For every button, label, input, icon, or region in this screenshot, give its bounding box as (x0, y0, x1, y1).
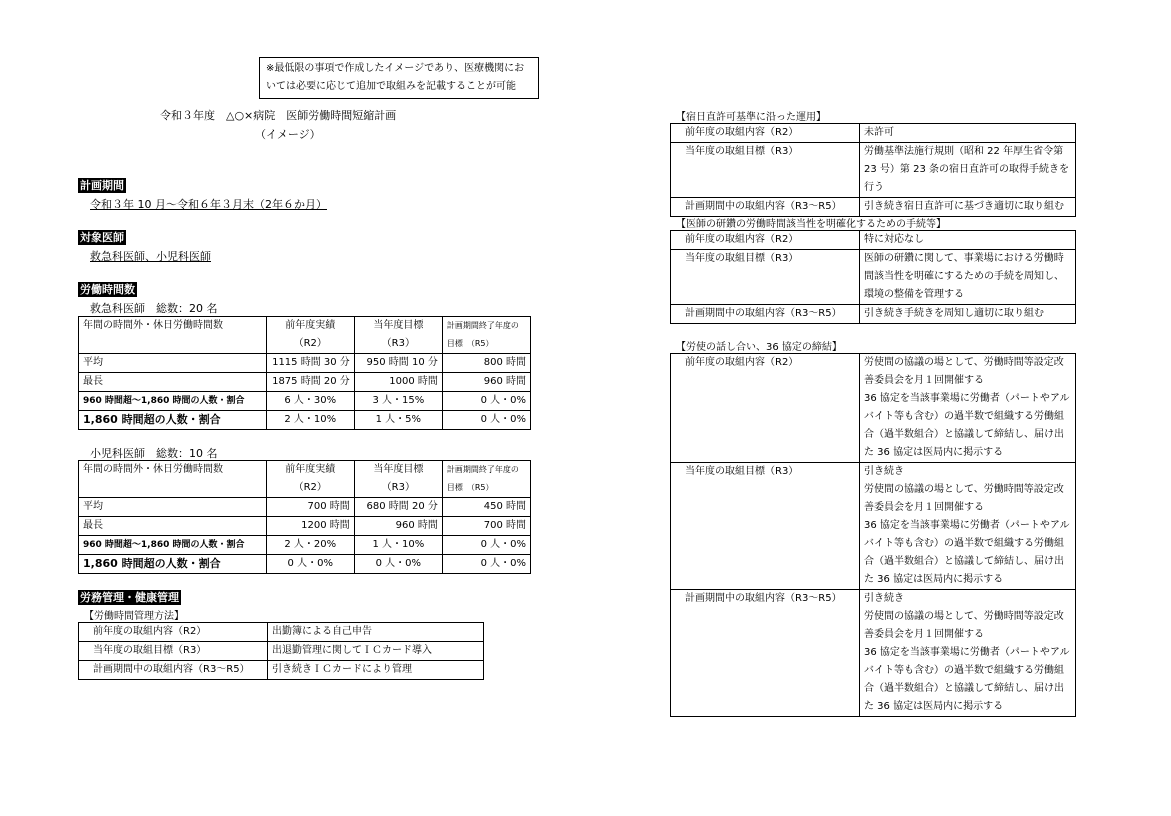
training-subheading: 【医師の研鑽の労働時間該当性を明確化するための手続等】 (676, 219, 946, 230)
table-row: 960 時間超～1,860 時間の人数・割合 2 人・20% 1 人・10% 0 人・0% (79, 536, 531, 555)
table-row: 最長 1875 時間 20 分 1000 時間 960 時間 (79, 373, 531, 392)
col-label: 年間の時間外・休日労働時間数 (79, 461, 267, 498)
col-label: 年間の時間外・休日労働時間数 (79, 317, 267, 354)
table-row: 前年度の取組内容（R2） 未許可 (671, 124, 1076, 143)
table-row: 前年度の取組内容（R2） 特に対応なし (671, 231, 1076, 250)
table-row: 平均 700 時間 680 時間 20 分 450 時間 (79, 498, 531, 517)
night-duty-table (670, 123, 1076, 217)
table1-caption: 救急科医師 総数：20 名 (90, 302, 218, 315)
hours-heading: 労働時間数 (80, 283, 135, 296)
table-row: 計画期間中の取組内容（R3～R5） 引き続き宿日直許可に基づき適切に取り組む (671, 198, 1076, 217)
agreement-subheading: 【労使の話し合い、36 協定の締結】 (676, 342, 842, 353)
hours-table-emergency (78, 316, 531, 430)
table-row: 1,860 時間超の人数・割合 0 人・0% 0 人・0% 0 人・0% (79, 555, 531, 574)
table2-caption: 小児科医師 総数：10 名 (90, 447, 218, 460)
col-cur: 当年度目標 （R3） (354, 461, 442, 498)
table-row: 計画期間中の取組内容（R3～R5） 引き続きＩＣカードにより管理 (79, 661, 484, 680)
table-row: 最長 1200 時間 960 時間 700 時間 (79, 517, 531, 536)
table-row: 当年度の取組目標（R3） 引き続き 労使間の協議の場として、労働時間等設定改善委員会を月１回開催する 36 協定を当該事業場に労働者（パートやアルバイト等も含む）の過半数で組織する労働組合（過半数組合）と協議して締結し、届け出た 36 協定は医局内に掲示する (671, 463, 1076, 590)
table-row: 前年度の取組内容（R2） 出勤簿による自己申告 (79, 623, 484, 642)
col-cur: 当年度目標 （R3） (354, 317, 442, 354)
night-duty-subheading: 【宿日直許可基準に沿った運用】 (676, 112, 826, 123)
col-end: 計画期間終了年度の 目標 （R5） (442, 461, 530, 498)
labor-subheading: 【労働時間管理方法】 (84, 611, 184, 622)
page-title: 令和３年度 △○×病院 医師労働時間短縮計画 (160, 109, 397, 122)
note-box: ※最低限の事項で作成したイメージであり、医療機関においては必要に応じて追加で取組みを記載することが可能 (259, 57, 539, 99)
col-end: 計画期間終了年度の 目標 （R5） (442, 317, 530, 354)
col-prev: 前年度実績 （R2） (266, 461, 354, 498)
training-table (670, 230, 1076, 324)
target-heading: 対象医師 (80, 231, 124, 244)
table-row: 前年度の取組内容（R2） 労使間の協議の場として、労働時間等設定改善委員会を月１回開催する 36 協定を当該事業場に労働者（パートやアルバイト等も含む）の過半数で組織する労働組合（過半数組合）と協議して締結し、届け出た 36 協定は医局内に掲示する (671, 354, 1076, 463)
plan-period-value: 令和３年 10 月～令和６年３月末（2年６か月） (90, 198, 327, 211)
labor-heading: 労務管理・健康管理 (80, 591, 179, 604)
page-subtitle: （イメージ） (255, 128, 321, 141)
table-row: 当年度の取組目標（R3） 労働基準法施行規則（昭和 22 年厚生省令第 23 号）第 23 条の宿日直許可の取得手続きを行う (671, 143, 1076, 198)
plan-period-heading: 計画期間 (80, 179, 124, 192)
labor-table (78, 622, 484, 680)
table-row: 計画期間中の取組内容（R3～R5） 引き続き手続きを周知し適切に取り組む (671, 305, 1076, 324)
hours-table-pediatrics (78, 460, 531, 574)
table-row: 960 時間超～1,860 時間の人数・割合 6 人・30% 3 人・15% 0 人・0% (79, 392, 531, 411)
col-prev: 前年度実績 （R2） (266, 317, 354, 354)
table-row: 計画期間中の取組内容（R3～R5） 引き続き 労使間の協議の場として、労働時間等設定改善委員会を月１回開催する 36 協定を当該事業場に労働者（パートやアルバイト等も含む）の過半数で組織する労働組合（過半数組合）と協議して締結し、届け出た 36 協定は医局内に掲示する (671, 590, 1076, 717)
table-row: 当年度の取組目標（R3） 出退勤管理に関してＩＣカード導入 (79, 642, 484, 661)
table-row: 平均 1115 時間 30 分 950 時間 10 分 800 時間 (79, 354, 531, 373)
agreement-table (670, 353, 1076, 717)
table-row: 1,860 時間超の人数・割合 2 人・10% 1 人・5% 0 人・0% (79, 411, 531, 430)
table-row: 当年度の取組目標（R3） 医師の研鑽に関して、事業場における労働時間該当性を明確にするための手続を周知し、環境の整備を管理する (671, 250, 1076, 305)
target-value: 救急科医師、小児科医師 (90, 250, 211, 263)
